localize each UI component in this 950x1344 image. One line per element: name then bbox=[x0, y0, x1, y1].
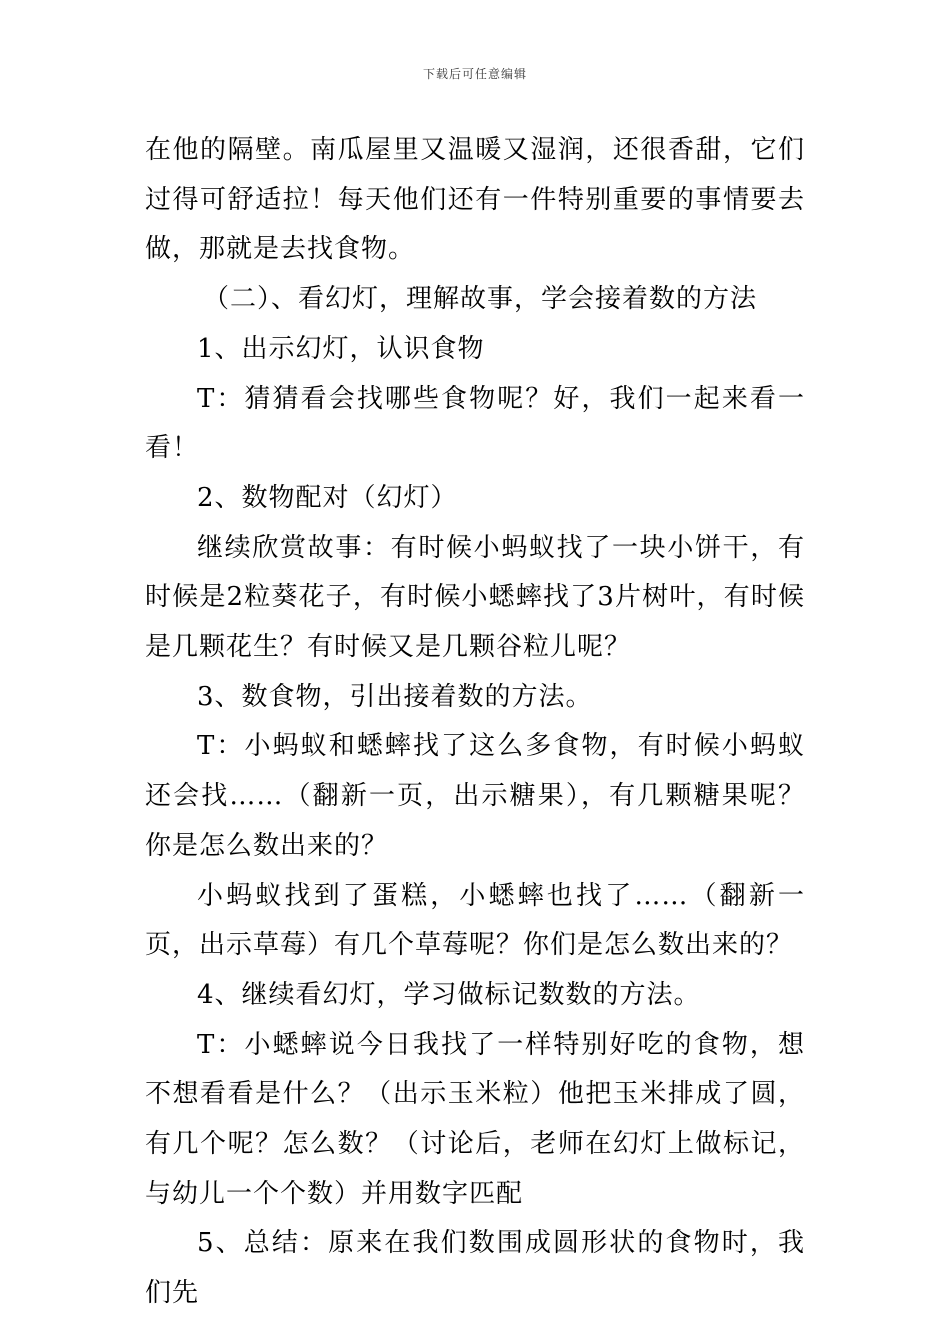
section-heading-2: （二）、看幻灯，理解故事，学会接着数的方法 bbox=[203, 284, 758, 315]
page-header-watermark: 下载后可任意编辑 bbox=[422, 67, 527, 81]
paragraph-story-continuation: 在他的隔壁。南瓜屋里又温暖又湿润，还很香甜，它们过得可舒适拉！每天他们还有一件特别重要的事情要去做，那就是去找食物。 bbox=[145, 135, 805, 265]
step-5-summary: 5、总结：原来在我们数围成圆形状的食物时，我们先 bbox=[145, 1228, 805, 1309]
teacher-prompt-2: T：小蚂蚁和蟋蟀找了这么多食物，有时候小蚂蚁还会找……（翻新一页，出示糖果），有几颗糖果呢？你是怎么数出来的？ bbox=[145, 731, 805, 861]
step-4-heading: 4、继续看幻灯，学习做标记数数的方法。 bbox=[197, 979, 701, 1010]
document-body bbox=[145, 126, 805, 1319]
paragraph-story-foods: 继续欣赏故事：有时候小蚂蚁找了一块小饼干，有时候是2粒葵花子，有时候小蟋蟀找了3片树叶，有时候是几颗花生？有时候又是几颗谷粒儿呢？ bbox=[145, 532, 805, 663]
paragraph-strawberry: 小蚂蚁找到了蛋糕，小蟋蟀也找了……（翻新一页，出示草莓）有几个草莓呢？你们是怎么数出来的？ bbox=[145, 880, 805, 961]
step-2-heading: 2、数物配对（幻灯） bbox=[197, 482, 458, 513]
teacher-prompt-1: T：猜猜看会找哪些食物呢？好，我们一起来看一看！ bbox=[145, 383, 805, 464]
step-3-heading: 3、数食物，引出接着数的方法。 bbox=[197, 681, 593, 712]
step-1-heading: 1、出示幻灯，认识食物 bbox=[197, 333, 485, 364]
teacher-prompt-3: T：小蟋蟀说今日我找了一样特别好吃的食物，想不想看看是什么？（出示玉米粒）他把玉米排成了圆，有几个呢？怎么数？（讨论后，老师在幻灯上做标记，与幼儿一个个数）并用数字匹配 bbox=[145, 1029, 805, 1209]
